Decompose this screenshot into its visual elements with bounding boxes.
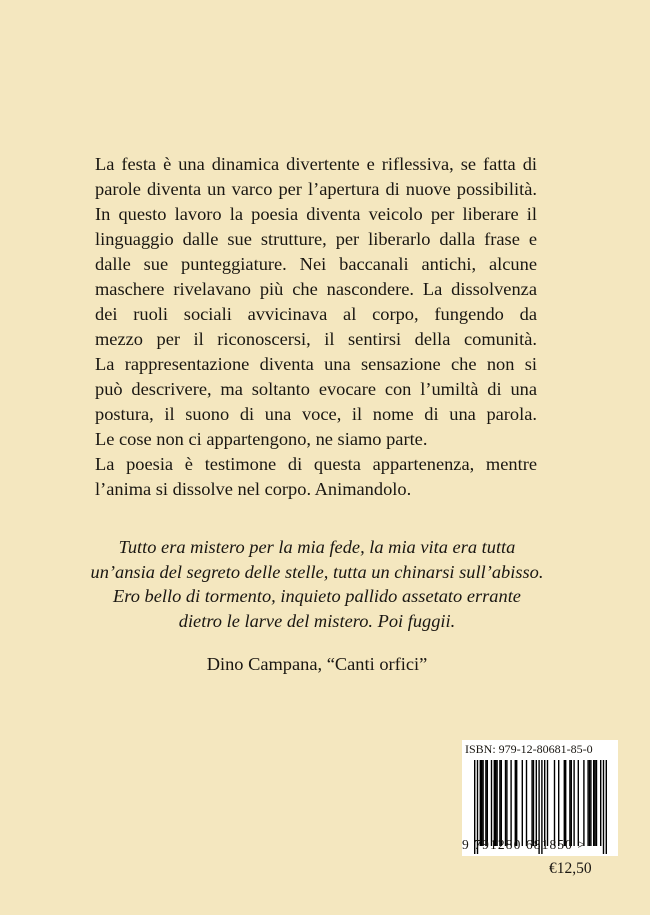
epigraph-quote [90,535,544,633]
description-line: mezzo per il riconoscersi, il sentirsi della comunità. [95,329,537,349]
barcode-bar [583,760,584,846]
description-line: può descrivere, ma soltanto evocare con l’umiltà di una [95,379,537,399]
barcode-bar [573,760,574,846]
barcode-bar [505,760,506,846]
quote-attribution: Dino Campana, “Canti orfici” [206,654,428,674]
barcode-bar [510,760,511,846]
description-line: La rappresentazione diventa una sensazione che non si [95,354,537,374]
barcode-bar [578,760,579,846]
barcode-bar [516,760,517,846]
barcode-bar [481,760,482,846]
quote-line: Ero bello di tormento, inquieto pallido assetato errante [113,586,521,606]
barcode-bar [589,760,590,846]
barcode-bar [531,760,532,846]
price-label: €12,50 [549,860,592,877]
description-line: La festa è una dinamica divertente e riflessiva, se fatta di [95,154,537,174]
barcode-bar [487,760,488,846]
barcode-bar [491,760,492,846]
description-line: maschere rivelavano più che nascondere. La dissolvenza [95,279,537,299]
isbn-label: ISBN: 979-12-80681-85-0 [465,742,593,756]
barcode-bar [600,760,601,846]
description-line: La poesia è testimone di questa appartenenza, mentre [95,454,537,474]
barcode-bar [558,760,559,846]
barcode-bar [522,760,523,846]
barcode-bar [536,760,537,846]
description-line: dei ruoli sociali avvicinava al corpo, fungendo da [95,304,537,324]
barcode-bar [506,760,507,846]
description-line: linguaggio dalle sue strutture, per liberarlo dalla frase e [95,229,537,249]
barcode-bar [501,760,502,846]
barcode-bar [571,760,572,846]
barcode-bar [495,760,496,846]
description-line: dalle sue punteggiature. Nei baccanali antichi, alcune [95,254,537,274]
barcode-bar [533,760,534,846]
barcode-bar [482,760,483,846]
barcode-bar [515,760,516,846]
barcode-bar [587,760,588,846]
barcode-bar [593,760,594,846]
barcode-bar [564,760,565,846]
barcode-bar [494,760,495,846]
barcode-bar [547,760,548,846]
quote-line: un’ansia del segreto delle stelle, tutta un chinarsi sull’abisso. [90,561,544,582]
barcode-bar [594,760,595,846]
barcode-bar [596,760,597,846]
barcode-bar [544,760,545,846]
barcode-bar [499,760,500,846]
barcode-bar [569,760,570,846]
barcode-bar [485,760,486,846]
description-line: In questo lavoro la poesia diventa veicolo per liberare il [95,204,537,224]
description-line: parole diventa un varco per l’apertura di nuove possibilità. [95,179,537,199]
quote-line: Tutto era mistero per la mia fede, la mia vita era tutta [118,537,516,557]
isbn-barcode-box [462,740,618,856]
barcode-bar [590,760,591,846]
description-line: l’anima si dissolve nel corpo. Animandolo. [95,479,412,499]
barcode-digits: 9 791280 681850 > [462,837,587,852]
description-text [95,152,537,502]
description-line: postura, il suono di una voce, il nome di una parola. [95,404,537,424]
barcode-bar [565,760,566,846]
quote-line: dietro le larve del mistero. Poi fuggii. [178,610,456,631]
barcode-bar [526,760,527,846]
barcode-bar [554,760,555,846]
description-line: Le cose non ci appartengono, ne siamo parte. [95,429,428,449]
barcode-bar [496,760,497,846]
barcode-bar [480,760,481,846]
